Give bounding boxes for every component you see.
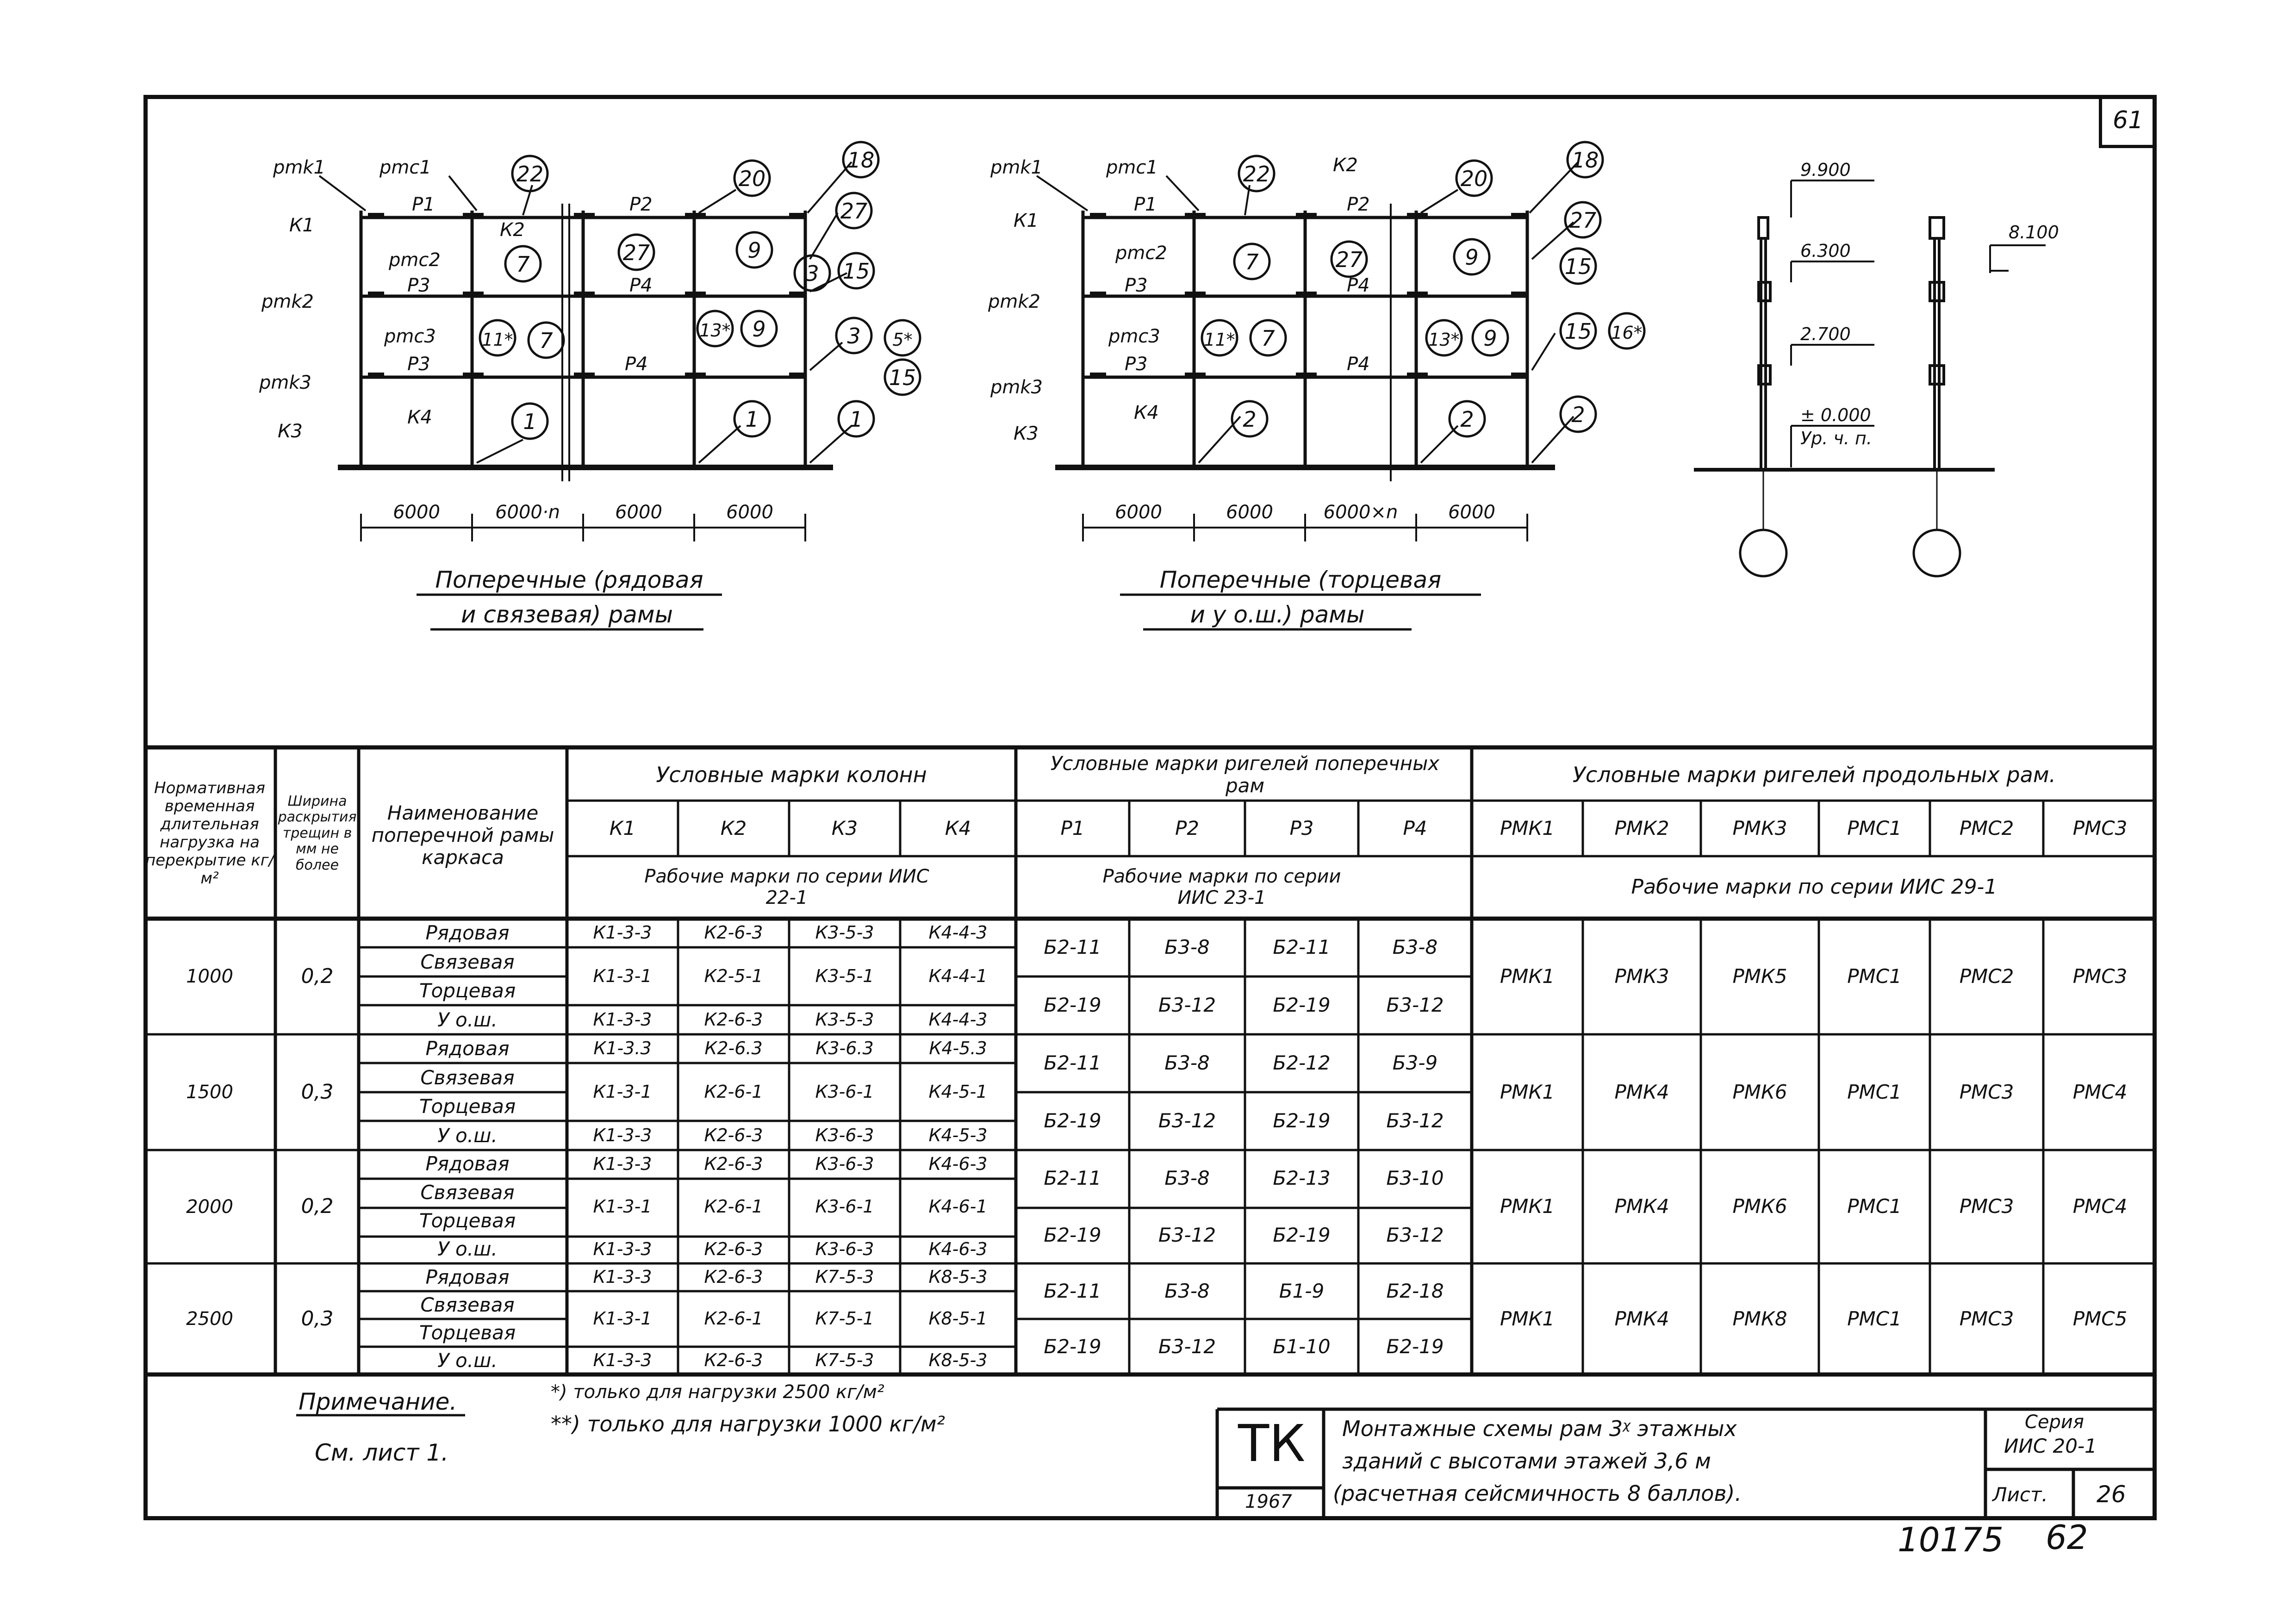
f2-circle-text: 27 [1335,247,1363,272]
long-girder-mark: РМК6 [1732,1080,1787,1103]
f1-circle-text: 1 [745,407,759,432]
load-cell: 2000 [186,1196,233,1218]
f2-dim: 6000 [1448,502,1495,523]
frame-name: Торцевая [419,979,516,1002]
footer-number: 10175 [1898,1520,2004,1559]
frame-name: Рядовая [425,1152,510,1175]
notes-title: Примечание. [299,1388,457,1415]
crack-cell: 0,3 [301,1080,334,1104]
see-sheet: См. лист 1. [315,1439,449,1466]
girder-mark: Б2-11 [1044,1279,1101,1302]
crack-cell: 0,2 [301,964,334,988]
f1-dim: 6000 [615,502,662,523]
f2-circle-text: 20 [1460,166,1488,191]
f1-label: К1 [289,215,314,236]
l-mark: РМС1 [1847,817,1902,840]
girder-mark: Б3-12 [1386,1223,1444,1246]
f2-label: К3 [1014,423,1039,444]
crack-cell: 0,2 [301,1194,334,1219]
frame-name: У о.ш. [437,1349,498,1372]
k-mark: К3 [831,817,858,840]
girder-mark: Б2-11 [1273,936,1331,959]
long-girder-mark: РМК1 [1500,1307,1555,1330]
f2-circle-text: 15 [1564,254,1592,279]
girder-mark: Б3-8 [1164,1051,1210,1075]
f2-caption-line2: и у о.ш.) рамы [1190,601,1365,628]
p-mark: Р1 [1060,817,1085,840]
f2-circle-text: 15 [1564,319,1592,344]
head-columns: Условные марки колонн [656,762,927,787]
k-mark: К1 [609,817,636,840]
f1-dim: 6000 [393,502,440,523]
f2-dim: 6000 [1115,502,1162,523]
column-mark: К4-4-3 [928,922,988,943]
column-mark: К1-3-3 [593,1125,652,1145]
frame-name: Связевая [420,1181,515,1204]
sub-long: Рабочие марки по серии ИИС 29-1 [1631,875,1997,899]
girder-mark: Б3-8 [1392,936,1438,959]
column-mark: К2-6-1 [704,1082,763,1102]
crack-cell: 0,3 [301,1306,334,1331]
frame-name: У о.ш. [437,1008,498,1031]
f1-dim: 6000·n [495,502,560,523]
f2-label: pmc2 [1115,243,1167,264]
f1-circle-text: 9 [747,238,761,263]
stamp-title-3: (расчетная сейсмичность 8 баллов). [1333,1481,1742,1506]
f2-label: P4 [1347,275,1370,296]
girder-mark: Б3-9 [1392,1051,1438,1075]
f2-label: P1 [1134,194,1157,215]
f1-circle-text: 15 [889,365,916,390]
f1-label: pmk2 [261,291,314,312]
l-mark: РМС3 [2072,817,2128,840]
f1-circle-text: 7 [539,328,553,353]
long-girder-mark: РМК3 [1614,964,1669,988]
f1-circle-text: 1 [523,409,537,434]
level-text: 2.700 [1800,324,1851,344]
stamp-year: 1967 [1245,1491,1292,1512]
frame-name: Связевая [420,1293,515,1316]
f2-label: К2 [1333,155,1358,176]
sheet-value: 26 [2097,1481,2126,1508]
girder-mark: Б2-19 [1044,1223,1101,1246]
f2-label: P2 [1347,194,1370,215]
level-text: 8.100 [2009,222,2059,243]
girder-mark: Б2-13 [1273,1167,1331,1190]
f1-label: P3 [407,275,430,296]
head-long: Условные марки ригелей продольных рам. [1572,762,2056,787]
f1-label: P3 [407,354,430,375]
load-cell: 1000 [186,966,233,987]
f1-circle-text: 13* [699,320,731,341]
column-mark: К4-6-3 [928,1153,988,1174]
f2-label: pmk2 [988,291,1040,312]
frame-name: Рядовая [425,1265,510,1288]
f2-circle-text: 2 [1571,402,1585,427]
f2-label: P4 [1347,354,1370,375]
level-text: 6.300 [1800,241,1851,261]
long-girder-mark: РМК4 [1614,1307,1669,1330]
long-girder-mark: РМК1 [1500,1195,1555,1218]
level-text: Ур. ч. п. [1800,428,1872,448]
long-girder-mark: РМС1 [1847,1080,1902,1103]
long-girder-mark: РМС3 [2072,964,2128,988]
long-girder-mark: РМС4 [2072,1080,2128,1103]
column-mark: К1-3-3 [593,922,652,943]
frame-name: Связевая [420,1066,515,1089]
f2-label: pmc3 [1108,326,1160,347]
girder-mark: Б1-9 [1279,1279,1325,1302]
column-mark: К3-5-3 [815,922,874,943]
girder-mark: Б2-19 [1273,1223,1331,1246]
f1-circle-text: 27 [622,240,650,265]
series-value: ИИС 20-1 [2004,1435,2097,1457]
f2-circle-text: 9 [1483,326,1497,351]
girder-mark: Б3-12 [1158,1223,1216,1246]
note-1: *) только для нагрузки 2500 кг/м² [551,1381,884,1403]
column-mark: К2-6-3 [704,1125,763,1145]
girder-mark: Б2-19 [1044,1335,1101,1358]
column-mark: К7-5-3 [815,1350,874,1371]
f2-circle-text: 2 [1460,407,1474,432]
f1-label: pmc1 [380,157,431,178]
l-mark: РМК1 [1500,817,1555,840]
frame-name: У о.ш. [437,1124,498,1147]
girder-mark: Б3-10 [1386,1167,1444,1190]
stamp-logo: ТК [1238,1414,1306,1473]
long-girder-mark: РМС1 [1847,1195,1902,1218]
f1-label: pmk3 [259,372,311,393]
long-girder-mark: РМК6 [1732,1195,1787,1218]
column-mark: К2-6-3 [704,1153,763,1174]
f1-label: P4 [629,275,653,296]
f1-caption-line1: Поперечные (рядовая [435,566,703,593]
level-text: 9.900 [1800,160,1851,180]
f2-label: pmk3 [990,377,1043,398]
column-mark: К1-3-3 [593,1238,652,1259]
column-mark: К4-5.3 [929,1038,987,1059]
sheet-label: Лист. [1992,1483,2048,1506]
f2-caption-line1: Поперечные (торцевая [1159,566,1442,593]
load-cell: 2500 [186,1308,233,1330]
f2-circle-text: 7 [1261,326,1275,351]
stamp-title-2: зданий с высотами этажей 3,6 м [1342,1449,1711,1474]
f1-circle-text: 9 [752,317,766,342]
long-girder-mark: РМС3 [1959,1307,2014,1330]
f1-circle-text: 11* [482,330,513,350]
column-mark: К4-5-3 [928,1125,988,1145]
long-girder-mark: РМС5 [2072,1307,2128,1330]
head-name: Наименование поперечной рамы каркаса [371,801,554,869]
long-girder-mark: РМС4 [2072,1195,2128,1218]
frame-name: У о.ш. [437,1237,498,1261]
column-mark: К8-5-1 [928,1308,988,1329]
frame-name: Связевая [420,950,515,973]
f1-caption-line2: и связевая) рамы [461,601,673,628]
long-girder-mark: РМК4 [1614,1080,1669,1103]
column-mark: К2-6-3 [704,1009,763,1030]
girder-mark: Б3-8 [1164,1167,1210,1190]
column-mark: К3-5-1 [815,966,874,987]
f1-circle-text: 1 [849,407,863,432]
long-girder-mark: РМС1 [1847,964,1902,988]
f1-circle-text: 3 [847,323,861,348]
column-mark: К7-5-1 [815,1308,874,1329]
long-girder-mark: РМС1 [1847,1307,1902,1330]
l-mark: РМК3 [1732,817,1787,840]
column-mark: К1-3-1 [593,966,652,987]
f1-label: pmc3 [384,326,436,347]
column-mark: К3-6-3 [815,1125,874,1145]
column-mark: К3-6-3 [815,1153,874,1174]
girder-mark: Б2-12 [1273,1051,1331,1075]
f2-label: К4 [1134,402,1159,423]
f1-label: К4 [407,407,432,428]
column-mark: К3-6-1 [815,1196,874,1217]
column-mark: К2-6-1 [704,1196,763,1217]
corner-number: 61 [2113,106,2144,134]
head-load: Нормативная временная длительная нагрузка на перекрытие кг/м² [145,778,274,888]
f1-label: pmk1 [273,157,325,178]
long-girder-mark: РМК5 [1732,964,1787,988]
girder-mark: Б3-12 [1386,994,1444,1017]
girder-mark: Б2-19 [1044,1109,1101,1132]
f2-circle-text: 16* [1611,323,1643,343]
column-mark: К2-6-3 [704,1238,763,1259]
column-mark: К2-6-3 [704,922,763,943]
girder-mark: Б3-12 [1158,1109,1216,1132]
f1-circle-text: 22 [516,162,544,187]
column-mark: К2-6-1 [704,1308,763,1329]
frame-name: Торцевая [419,1209,516,1232]
column-mark: К1-3-3 [593,1153,652,1174]
f2-label: К1 [1014,210,1039,231]
frame-name: Рядовая [425,921,510,945]
f1-dim: 6000 [726,502,773,523]
f2-dim: 6000×n [1323,502,1398,523]
f1-label: К3 [278,421,303,442]
f1-circle-text: 5* [892,330,913,350]
girder-mark: Б3-12 [1158,1335,1216,1358]
f1-label: P4 [625,354,648,375]
girder-mark: Б2-19 [1273,994,1331,1017]
column-mark: К1-3-1 [593,1308,652,1329]
f2-circle-text: 7 [1245,249,1259,274]
f2-circle-text: 11* [1204,330,1235,350]
f1-circle-text: 15 [842,259,870,284]
level-text: ± 0.000 [1800,405,1871,425]
l-mark: РМС2 [1959,817,2014,840]
f2-label: pmk1 [990,157,1043,178]
long-girder-mark: РМК8 [1732,1307,1787,1330]
girder-mark: Б2-11 [1044,1051,1101,1075]
f1-label: pmc2 [389,249,441,271]
girder-mark: Б1-10 [1273,1335,1331,1358]
f2-dim: 6000 [1226,502,1273,523]
column-mark: К2-5-1 [704,966,763,987]
column-mark: К3-5-3 [815,1009,874,1030]
girder-mark: Б2-11 [1044,1167,1101,1190]
sub-girders: Рабочие марки по серии ИИС 23-1 [1102,866,1341,908]
f1-circle-text: 18 [847,148,875,173]
column-mark: К1-3-1 [593,1196,652,1217]
f1-label: P1 [412,194,435,215]
column-mark: К1-3.3 [593,1038,652,1059]
f1-circle-text: 27 [840,199,868,224]
p-mark: Р4 [1403,817,1427,840]
long-girder-mark: РМС3 [1959,1080,2014,1103]
sub-columns: Рабочие марки по серии ИИС 22-1 [644,866,929,908]
long-girder-mark: РМК4 [1614,1195,1669,1218]
note-2: **) только для нагрузки 1000 кг/м² [551,1412,945,1436]
column-mark: К1-3-3 [593,1009,652,1030]
p-mark: Р2 [1175,817,1200,840]
stamp-title-1: Монтажные схемы рам 3ᵡ этажных [1342,1416,1737,1441]
f1-label: P2 [629,194,653,215]
footer-page: 62 [2046,1518,2088,1557]
long-girder-mark: РМС2 [1959,964,2014,988]
girder-mark: Б3-8 [1164,936,1210,959]
long-girder-mark: РМК1 [1500,1080,1555,1103]
f1-circle-text: 20 [738,166,766,191]
girder-mark: Б2-18 [1386,1279,1444,1302]
l-mark: РМК2 [1614,817,1669,840]
f1-circle-text: 7 [516,252,530,277]
f2-circle-text: 2 [1243,407,1257,432]
column-mark: К2-6-3 [704,1350,763,1371]
k-mark: К4 [945,817,971,840]
girder-mark: Б2-19 [1273,1109,1331,1132]
head-girders: Условные марки ригелей поперечных рам [1050,752,1440,797]
f2-circle-text: 27 [1569,208,1597,233]
column-mark: К4-4-1 [928,966,988,987]
column-mark: К4-4-3 [928,1009,988,1030]
column-mark: К8-5-3 [928,1350,988,1371]
column-mark: К3-6-3 [815,1238,874,1259]
f2-label: P3 [1125,354,1148,375]
column-mark: К4-5-1 [928,1082,988,1102]
frame-name: Рядовая [425,1037,510,1060]
column-mark: К7-5-3 [815,1267,874,1287]
frame-name: Торцевая [419,1095,516,1118]
column-mark: К3-6-1 [815,1082,874,1102]
f2-circle-text: 18 [1571,148,1599,173]
girder-mark: Б3-12 [1158,994,1216,1017]
f1-circle-text: 3 [805,261,819,286]
column-mark: К4-6-3 [928,1238,988,1259]
f2-label: P3 [1125,275,1148,296]
column-mark: К3-6.3 [815,1038,874,1059]
column-mark: К1-3-3 [593,1267,652,1287]
k-mark: К2 [720,817,747,840]
load-cell: 1500 [186,1082,233,1103]
long-girder-mark: РМК1 [1500,964,1555,988]
column-mark: К4-6-1 [928,1196,988,1217]
head-crack: Ширина раскрытия трещин в мм не более [278,793,357,873]
girder-mark: Б3-12 [1386,1109,1444,1132]
column-mark: К1-3-3 [593,1350,652,1371]
f2-label: pmc1 [1106,157,1158,178]
girder-mark: Б3-8 [1164,1279,1210,1302]
p-mark: Р3 [1289,817,1314,840]
f2-circle-text: 13* [1428,330,1460,350]
column-mark: К8-5-3 [928,1267,988,1287]
column-mark: К1-3-1 [593,1082,652,1102]
f2-circle-text: 9 [1465,245,1479,270]
frame-name: Торцевая [419,1321,516,1344]
girder-mark: Б2-19 [1386,1335,1444,1358]
f1-label: К2 [500,219,525,241]
series-label: Серия [2025,1412,2084,1433]
f2-circle-text: 22 [1243,162,1270,187]
girder-mark: Б2-11 [1044,936,1101,959]
long-girder-mark: РМС3 [1959,1195,2014,1218]
girder-mark: Б2-19 [1044,994,1101,1017]
column-mark: К2-6.3 [704,1038,763,1059]
column-mark: К2-6-3 [704,1267,763,1287]
